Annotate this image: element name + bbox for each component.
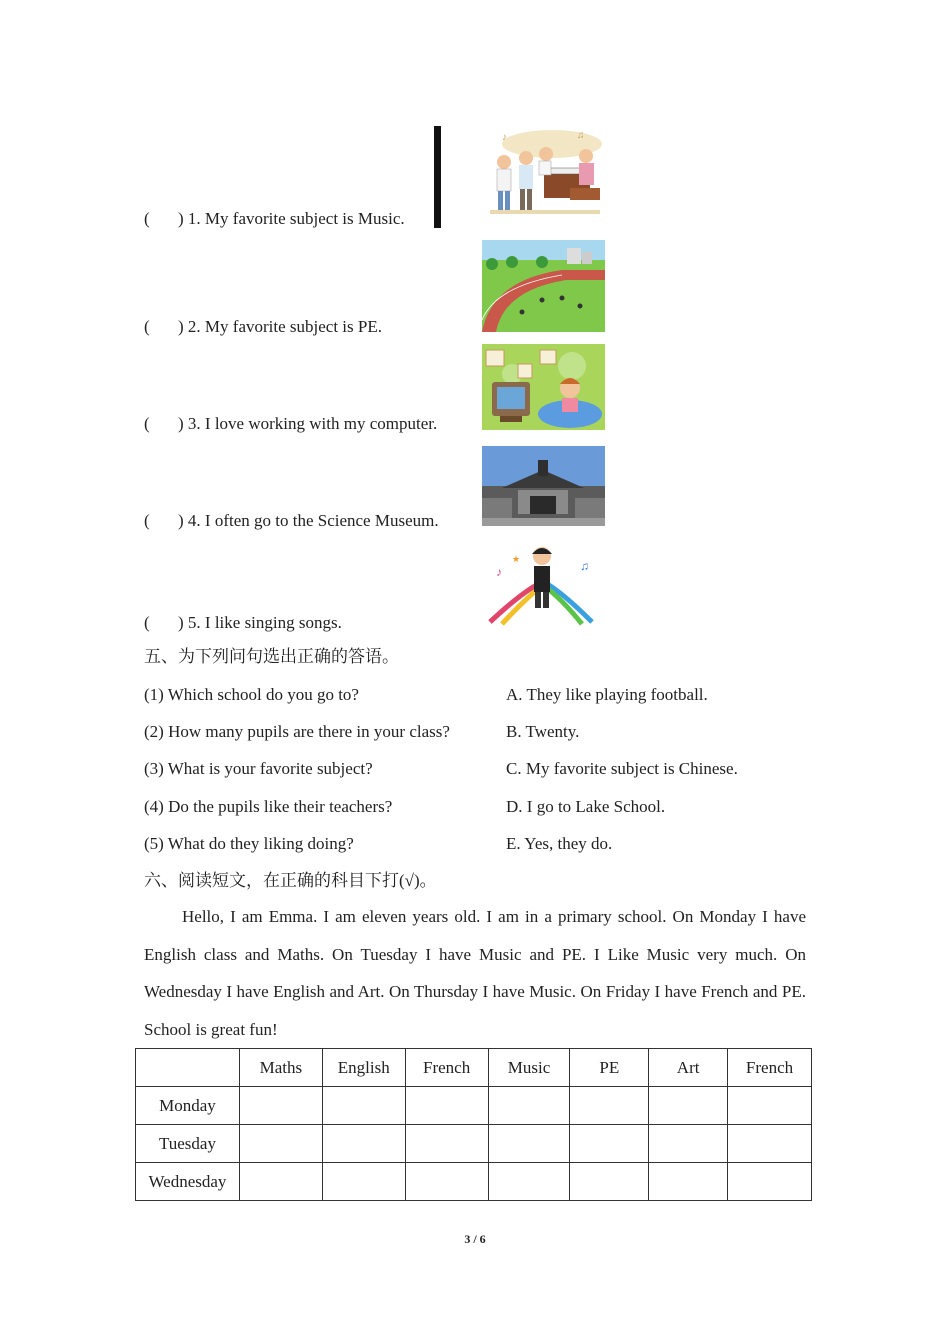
table-row bbox=[136, 1163, 812, 1201]
table-row bbox=[136, 1087, 812, 1125]
section-6-heading: 六、阅读短文，在正确的科目下打(√)。 bbox=[144, 871, 437, 890]
question-text: ) 4. I often go to the Science Museum. bbox=[178, 511, 439, 530]
computer-class-image bbox=[482, 344, 605, 430]
answer-d: D. I go to Lake School. bbox=[506, 797, 666, 816]
question-2: (2) How many pupils are there in your class? bbox=[144, 722, 450, 741]
table-header-cell: Maths bbox=[239, 1049, 322, 1087]
table-header-cell: French bbox=[405, 1049, 488, 1087]
check-cell[interactable] bbox=[405, 1163, 488, 1201]
science-museum-image bbox=[482, 446, 605, 526]
reading-passage: Hello, I am Emma. I am eleven years old. I am in a primary school. On Monday I have English class and Maths. On Tuesday I have Music and PE. I Like Music very much. On Wednesday I have English and Art. On Thursday I have Music. On Friday I have French and PE. School is great fun! bbox=[144, 907, 806, 1039]
check-cell[interactable] bbox=[649, 1125, 728, 1163]
check-cell[interactable] bbox=[728, 1163, 812, 1201]
svg-text:♪: ♪ bbox=[496, 565, 502, 579]
check-cell[interactable] bbox=[728, 1087, 812, 1125]
answer-blank[interactable]: ( bbox=[144, 511, 150, 530]
check-cell[interactable] bbox=[239, 1087, 322, 1125]
check-cell[interactable] bbox=[405, 1125, 488, 1163]
question-text: ) 5. I like singing songs. bbox=[178, 613, 342, 632]
question-row-1 bbox=[144, 208, 405, 230]
table-header-cell: PE bbox=[570, 1049, 649, 1087]
divider-bar bbox=[434, 126, 441, 228]
section-5-heading: 五、为下列问句选出正确的答语。 bbox=[144, 647, 399, 666]
check-cell[interactable] bbox=[570, 1087, 649, 1125]
svg-text:♫: ♫ bbox=[577, 130, 585, 141]
answer-b: B. Twenty. bbox=[506, 722, 580, 741]
schedule-table bbox=[135, 1048, 812, 1201]
table-header-cell: Music bbox=[488, 1049, 570, 1087]
svg-text:♫: ♫ bbox=[580, 559, 589, 573]
svg-text:♪: ♪ bbox=[502, 132, 507, 143]
check-cell[interactable] bbox=[405, 1087, 488, 1125]
question-text: ) 3. I love working with my computer. bbox=[178, 414, 438, 433]
question-5: (5) What do they liking doing? bbox=[144, 834, 354, 853]
check-cell[interactable] bbox=[649, 1163, 728, 1201]
table-header-cell bbox=[136, 1049, 240, 1087]
table-header-cell: French bbox=[728, 1049, 812, 1087]
row-label: Monday bbox=[136, 1087, 240, 1125]
check-cell[interactable] bbox=[649, 1087, 728, 1125]
answer-e: E. Yes, they do. bbox=[506, 834, 613, 853]
table-header-cell: English bbox=[322, 1049, 405, 1087]
check-cell[interactable] bbox=[322, 1125, 405, 1163]
check-cell[interactable] bbox=[239, 1125, 322, 1163]
question-1: (1) Which school do you go to? bbox=[144, 685, 359, 704]
answer-blank[interactable]: ( bbox=[144, 317, 150, 336]
check-cell[interactable] bbox=[322, 1163, 405, 1201]
answer-blank[interactable]: ( bbox=[144, 414, 150, 433]
sports-field-image bbox=[482, 240, 605, 332]
check-cell[interactable] bbox=[570, 1125, 649, 1163]
question-row-3 bbox=[144, 413, 437, 435]
question-text: ) 1. My favorite subject is Music. bbox=[178, 209, 405, 228]
question-row-5 bbox=[144, 612, 342, 634]
singer-image bbox=[482, 542, 605, 626]
check-cell[interactable] bbox=[570, 1163, 649, 1201]
check-cell[interactable] bbox=[488, 1125, 570, 1163]
answer-a: A. They like playing football. bbox=[506, 685, 708, 704]
check-cell[interactable] bbox=[239, 1163, 322, 1201]
check-cell[interactable] bbox=[728, 1125, 812, 1163]
question-3: (3) What is your favorite subject? bbox=[144, 759, 373, 778]
answer-blank[interactable]: ( bbox=[144, 209, 150, 228]
table-row bbox=[136, 1125, 812, 1163]
question-row-2 bbox=[144, 316, 382, 338]
svg-text:★: ★ bbox=[512, 554, 521, 564]
row-label: Wednesday bbox=[136, 1163, 240, 1201]
answer-blank[interactable]: ( bbox=[144, 613, 150, 632]
question-row-4 bbox=[144, 510, 439, 532]
question-4: (4) Do the pupils like their teachers? bbox=[144, 797, 393, 816]
table-header-cell: Art bbox=[649, 1049, 728, 1087]
answer-c: C. My favorite subject is Chinese. bbox=[506, 759, 738, 778]
table-header-row bbox=[136, 1049, 812, 1087]
row-label: Tuesday bbox=[136, 1125, 240, 1163]
page-number: 3 / 6 bbox=[464, 1232, 486, 1246]
check-cell[interactable] bbox=[322, 1087, 405, 1125]
check-cell[interactable] bbox=[488, 1163, 570, 1201]
check-cell[interactable] bbox=[488, 1087, 570, 1125]
music-class-image bbox=[482, 124, 605, 224]
question-text: ) 2. My favorite subject is PE. bbox=[178, 317, 382, 336]
